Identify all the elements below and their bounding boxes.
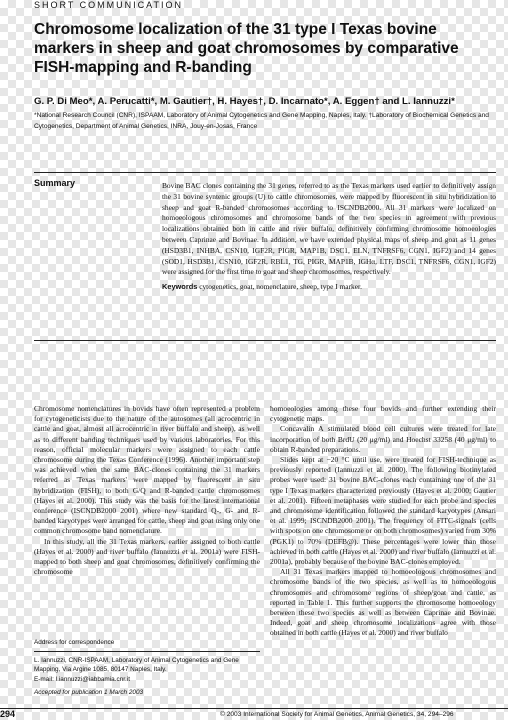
body-paragraph: Chromosome nomenclatures in bovids have often represented a problem for cytogeneticists due to the nature of the autosomes (all acrocentric in cattle and goat, almost all acrocentric in river buffalo and sheep), as well as to different banding techniques used by various laboratories. For this reason, official molecular markers were assigned to each cattle chromosome during the Texas Conference (1996). Another important step was achieved when the same BAC-clones containing the 31 markers referred as 'Texas markers' were mapped by fluorescent in situ hybridization (FISH), to both G/Q and R-banded cattle chromosomes (Hayes et al. 2000). This study was the basis for the latest international conference (ISCNDB2000 2001) where new standard Q-, G- and R-banded karyotypes were arranged for cattle, sheep and goat using only one common chromosome band nomenclature.: [34, 404, 260, 536]
affiliations: *National Research Council (CNR), ISPAAM, Laboratory of Animal Cytogenetics and Gene Mapping, Naples, Italy. †Laboratory of Biochemical Genetics and Cytogenetics, Department of Animal Genetics, INRA, Jouy-en-Josas, France: [34, 112, 489, 130]
correspondence-block: [34, 638, 260, 698]
accepted-date: Accepted for publication 1 March 2003: [34, 689, 144, 697]
footer-rule: [0, 708, 508, 709]
copyright-notice: © 2003 International Society for Animal Genetics, Animal Genetics, 34, 294–296: [220, 711, 454, 718]
summary-label: Summary: [34, 178, 76, 188]
summary-bottom-rule: [34, 340, 496, 341]
summary-abstract: [162, 181, 496, 293]
correspondence-label: Address for correspondence: [34, 639, 115, 646]
summary-top-rule: [34, 172, 496, 173]
section-label: SHORT COMMUNICATION: [34, 0, 184, 10]
body-paragraph: Concavalin A stimulated blood cell cultures were treated for late incorporation of both BrdU (20 μg/ml) and Hoechst 33258 (40 μg/ml) to obtain R-banded preparations.: [270, 424, 496, 454]
author-list: G. P. Di Meo*, A. Perucatti*, M. Gautier†, H. Hayes†, D. Incarnato*, A. Eggen† and L. Iannuzzi*: [34, 96, 455, 107]
article-title: Chromosome localization of the 31 type I Texas bovine markers in sheep and goat chromosomes by comparative FISH-mapping and R-banding: [34, 21, 459, 76]
body-paragraph: homoeologies among these four bovids and further extending their cytogenetic maps.: [270, 404, 496, 424]
body-column-left: [34, 404, 260, 577]
correspondence-rule: [34, 651, 260, 652]
body-column-right: [270, 404, 496, 639]
body-paragraph: All 31 Texas markers mapped to homoeologous chromosomes and chromosome bands of the two species, as well as to homoeologous chromosomes and chromosome regions of sheep/goat and cattle, as reported in Table 1. This further supports the chromosome homoeology between these two species as well as between Caprinae and Bovinae. Indeed, goat and sheep chromosome localizations agree with those obtained in both cattle (Hayes et al. 2000) and river buffalo: [270, 567, 496, 638]
correspondence-email: E-mail: l.iannuzzi@iabbamia.cnr.it: [34, 675, 130, 683]
page-number: 294: [0, 709, 16, 719]
keywords-text: cytogenetics, goat, nomenclature, sheep, type I marker.: [199, 282, 362, 292]
correspondence-address: L. Iannuzzi, CNR-ISPAAM, Laboratory of Animal Cytogenetics and Gene Mapping, Via Argine 1085, 80147 Naples, Italy.: [34, 656, 239, 674]
body-paragraph: In this study, all the 31 Texas markers, earlier assigned to both cattle (Hayes et al. 2000) and river buffalo (Iannuzzi et al. 2001a) were FISH-mapped to both sheep and goat chromosomes, definitively confirming the chromosome: [34, 536, 260, 577]
keywords-label: Keywords: [162, 282, 198, 292]
summary-text: Bovine BAC clones containing the 31 genes, referred to as the Texas markers used earlier to definitively assign the 31 bovine syntenic groups (U) to cattle chromosomes, were mapped by fluorescent in situ hybridization to sheep and goat R-banded chromosomes according to ISCNDB2000. All 31 markers were localized on homoeologous chromosomes and chromosome bands of the two species in agreement with previous localizations obtained both in cattle and river buffalo, definitively confirming chromosome homoeologies between Caprinae and Bovinae. In addition, we have extended physical maps of sheep and goat as 11 genes (HSD3B1, INHBA, CSN10, IGF2R, PIGR, MAP1B, DSC1, ELN, TNFRSF6, CGN1, IGF2) and 14 genes (SOD1, HSD3B1, CSN10, IGF2R, RBL1, TG, PIGR, MAP1B, IGHα, LTF, DSC1, TNFRSF6, CGN1, IGF2) were assigned for the first time to goat and sheep chromosomes, respectively.: [162, 181, 496, 277]
body-paragraph: Slides kept at −20 °C until use, were treated for FISH-technique as previously reported (Iannuzzi et al. 2000). The following biotinylated probes were used: 31 bovine BAC-clones each containing one of the 31 type I Texas markers characterized previously (Hayes et al. 2000; Gautier et al. 2001). Fifteen metaphases were studied for each probe and species and chromosome identification followed the standard karyotypes (Ansari et al. 1999; ISCNDB2000 2001). The frequency of FITC-signals (cells with spots on one chromosome or on both chromosomes) varied from 30% (PGK1) to 70% (DEFB@). These percentages were lower than those achieved in both cattle (Hayes et al. 2000) and river buffalo (Iannuzzi et al. 2001a), probably because of the bovine BAC-clones employed.: [270, 455, 496, 567]
keywords-line: [162, 282, 496, 293]
